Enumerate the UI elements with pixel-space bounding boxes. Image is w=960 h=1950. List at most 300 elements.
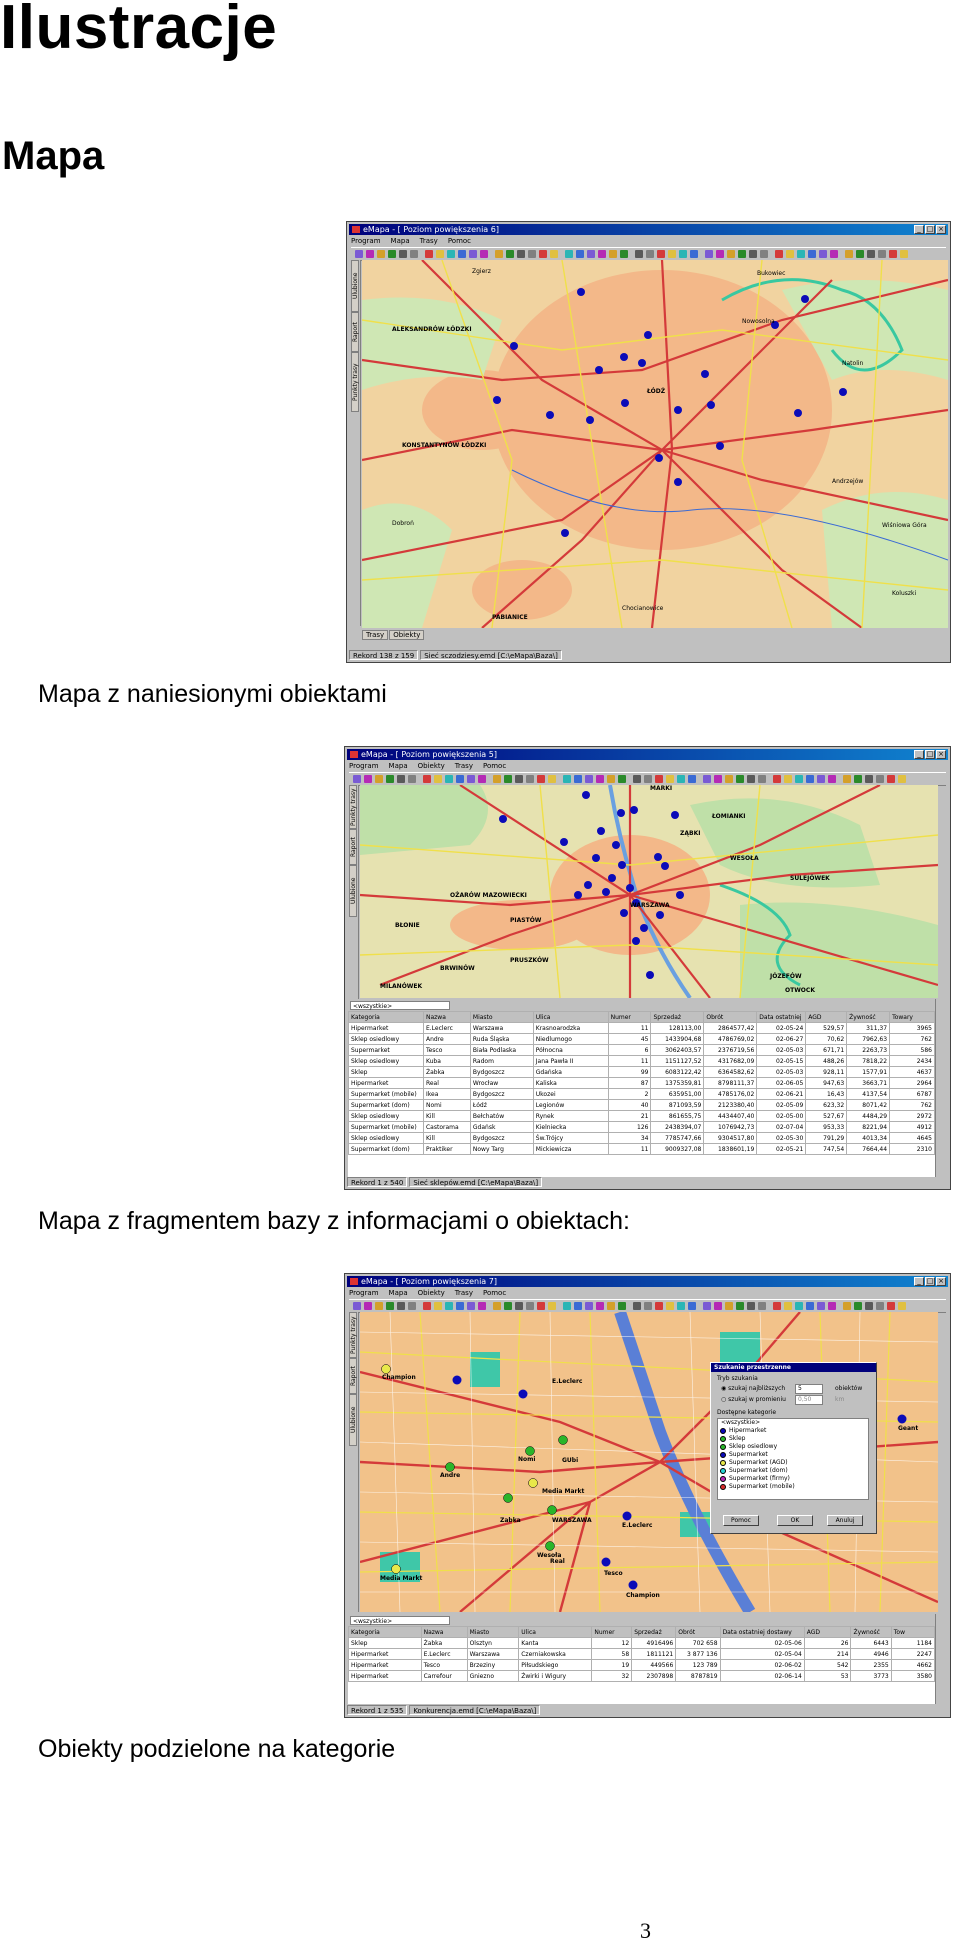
toolbar-button-icon[interactable]	[747, 775, 755, 783]
categories-label: Dostępne kategorie	[717, 1409, 777, 1416]
toolbar-button-icon[interactable]	[377, 250, 385, 258]
maximize-icon[interactable]: □	[926, 225, 934, 233]
toolbar-button-icon[interactable]	[517, 250, 525, 258]
toolbar-button-icon[interactable]	[867, 250, 875, 258]
tab-ulubione[interactable]: Ulubione	[349, 1394, 357, 1446]
category-item[interactable]	[718, 1467, 868, 1475]
column-header[interactable]: Numer	[608, 1012, 651, 1023]
tab-obiekty[interactable]: Obiekty	[389, 630, 424, 640]
toolbar-button-icon[interactable]	[399, 250, 407, 258]
tab-punkty-trasy[interactable]: Punkty trasy	[349, 1312, 357, 1358]
toolbar-button-icon[interactable]	[563, 775, 571, 783]
toolbar-button-icon[interactable]	[366, 250, 374, 258]
toolbar-button-icon[interactable]	[666, 775, 674, 783]
toolbar-button-icon[interactable]	[865, 1302, 873, 1310]
table-cell: 861655,75	[651, 1111, 704, 1122]
column-header[interactable]: Ulica	[519, 1627, 592, 1638]
tab-ulubione[interactable]: Ulubione	[349, 865, 357, 917]
column-header[interactable]: Towary	[890, 1012, 935, 1023]
toolbar-button-icon[interactable]	[655, 1302, 663, 1310]
column-header[interactable]: Miasto	[470, 1012, 533, 1023]
toolbar-button-icon[interactable]	[607, 775, 615, 783]
toolbar-button-icon[interactable]	[843, 775, 851, 783]
column-header[interactable]: Sprzedaż	[632, 1627, 676, 1638]
map-label: Champion	[626, 1592, 660, 1599]
toolbar-button-icon[interactable]	[539, 250, 547, 258]
toolbar-button-icon[interactable]	[423, 1302, 431, 1310]
toolbar-button-icon[interactable]	[478, 1302, 486, 1310]
tab-trasy[interactable]: Trasy	[362, 630, 388, 640]
column-header[interactable]: AGD	[806, 1012, 847, 1023]
toolbar-button-icon[interactable]	[666, 1302, 674, 1310]
toolbar-button-icon[interactable]	[550, 250, 558, 258]
toolbar-button-icon[interactable]	[456, 1302, 464, 1310]
table-cell: 2438394,07	[651, 1122, 704, 1133]
maximize-icon[interactable]: □	[926, 1277, 934, 1285]
column-header[interactable]: Obrót	[676, 1627, 720, 1638]
toolbar-button-icon[interactable]	[843, 1302, 851, 1310]
toolbar-button-icon[interactable]	[705, 250, 713, 258]
toolbar-button-icon[interactable]	[515, 775, 523, 783]
menu-program[interactable]: Program	[351, 237, 381, 245]
toolbar-button-icon[interactable]	[644, 775, 652, 783]
column-header[interactable]: Żywność	[847, 1012, 890, 1023]
radius-input[interactable]: 0,50	[795, 1395, 823, 1405]
right-rail	[935, 1614, 947, 1704]
toolbar-button-icon[interactable]	[607, 1302, 615, 1310]
menu-trasy[interactable]: Trasy	[454, 762, 473, 770]
count-input[interactable]: 5	[795, 1384, 823, 1394]
table-cell: Bydgoszcz	[470, 1067, 533, 1078]
toolbar-button-icon[interactable]	[725, 775, 733, 783]
category-color-icon	[720, 1468, 726, 1474]
table-cell: 02-05-06	[720, 1638, 804, 1649]
toolbar-button-icon[interactable]	[677, 1302, 685, 1310]
toolbar-button-icon[interactable]	[655, 775, 663, 783]
menu-program[interactable]: Program	[349, 762, 379, 770]
toolbar-button-icon[interactable]	[760, 250, 768, 258]
toolbar-button-icon[interactable]	[410, 250, 418, 258]
toolbar-button-icon[interactable]	[775, 250, 783, 258]
close-icon[interactable]: ×	[936, 750, 946, 759]
column-header[interactable]: Obrót	[704, 1012, 757, 1023]
table-cell: 4916496	[632, 1638, 676, 1649]
toolbar-button-icon[interactable]	[480, 250, 488, 258]
minimize-icon[interactable]: _	[914, 225, 924, 234]
toolbar-button-icon[interactable]	[876, 1302, 884, 1310]
map-label: Nowosolna	[742, 318, 775, 325]
category-label: Sklep osiedlowy	[729, 1443, 778, 1450]
toolbar-button-icon[interactable]	[854, 1302, 862, 1310]
menu-pomoc[interactable]: Pomoc	[482, 1289, 507, 1297]
toolbar-button-icon[interactable]	[795, 1302, 803, 1310]
toolbar-button-icon[interactable]	[388, 250, 396, 258]
toolbar-button-icon[interactable]	[854, 775, 862, 783]
toolbar-button-icon[interactable]	[423, 775, 431, 783]
toolbar-button-icon[interactable]	[773, 775, 781, 783]
caption-1: Mapa z naniesionymi obiektami	[38, 680, 387, 708]
toolbar-button-icon[interactable]	[784, 775, 792, 783]
toolbar-button-icon[interactable]	[830, 250, 838, 258]
status-bar	[349, 650, 948, 660]
table-row[interactable]	[349, 1078, 935, 1089]
toolbar-button-icon[interactable]	[515, 1302, 523, 1310]
database-table	[348, 1626, 935, 1682]
toolbar-button-icon[interactable]	[828, 1302, 836, 1310]
table-cell: 9304517,80	[704, 1133, 757, 1144]
toolbar-button-icon[interactable]	[585, 1302, 593, 1310]
category-item[interactable]	[718, 1435, 868, 1443]
toolbar-button-icon[interactable]	[900, 250, 908, 258]
toolbar-button-icon[interactable]	[458, 250, 466, 258]
toolbar-button-icon[interactable]	[677, 775, 685, 783]
table-row[interactable]	[349, 1045, 935, 1056]
tab-raport[interactable]: Raport	[349, 1358, 357, 1394]
toolbar-button-icon[interactable]	[758, 775, 766, 783]
table-row[interactable]	[349, 1034, 935, 1045]
table-cell: Łódź	[470, 1100, 533, 1111]
column-header[interactable]: Kategoria	[349, 1627, 422, 1638]
toolbar-button-icon[interactable]	[688, 1302, 696, 1310]
toolbar-button-icon[interactable]	[856, 250, 864, 258]
toolbar-button-icon[interactable]	[817, 1302, 825, 1310]
toolbar-button-icon[interactable]	[887, 1302, 895, 1310]
toolbar-button-icon[interactable]	[806, 775, 814, 783]
toolbar-button-icon[interactable]	[773, 1302, 781, 1310]
toolbar-button-icon[interactable]	[504, 775, 512, 783]
dialog-title: Szukanie przestrzenne	[711, 1363, 876, 1372]
app-icon	[350, 1278, 358, 1285]
toolbar-button-icon[interactable]	[493, 775, 501, 783]
toolbar-button-icon[interactable]	[690, 250, 698, 258]
column-header[interactable]: Kategoria	[349, 1012, 424, 1023]
category-combo[interactable]: <wszystkie>	[350, 1001, 450, 1010]
toolbar-button-icon[interactable]	[353, 775, 361, 783]
toolbar-button-icon[interactable]	[563, 1302, 571, 1310]
toolbar-button-icon[interactable]	[425, 250, 433, 258]
table-cell: 02-05-00	[757, 1111, 806, 1122]
toolbar-button-icon[interactable]	[646, 250, 654, 258]
toolbar-button-icon[interactable]	[574, 775, 582, 783]
toolbar-button-icon[interactable]	[445, 775, 453, 783]
toolbar-button-icon[interactable]	[657, 250, 665, 258]
toolbar-button-icon[interactable]	[898, 775, 906, 783]
map-view[interactable]	[362, 260, 948, 628]
toolbar-button-icon[interactable]	[397, 775, 405, 783]
table-cell: Ikea	[423, 1089, 470, 1100]
toolbar-button-icon[interactable]	[633, 1302, 641, 1310]
toolbar-button-icon[interactable]	[526, 775, 534, 783]
column-header[interactable]: Żywność	[851, 1627, 891, 1638]
radius-unit: km	[835, 1396, 845, 1403]
category-item[interactable]	[718, 1427, 868, 1435]
column-header[interactable]: Ulica	[533, 1012, 608, 1023]
status-file: Sieć sczodziesy.emd [C:\eMapa\Baza\]	[420, 650, 562, 660]
table-cell: Kill	[423, 1111, 470, 1122]
toolbar-button-icon[interactable]	[506, 250, 514, 258]
map-label: BRWINÓW	[440, 965, 475, 972]
column-header[interactable]: AGD	[804, 1627, 851, 1638]
window-title-bar	[349, 224, 948, 235]
toolbar-button-icon[interactable]	[478, 775, 486, 783]
toolbar-button-icon[interactable]	[738, 250, 746, 258]
minimize-icon[interactable]: _	[914, 750, 924, 759]
table-cell: Hipermarket	[349, 1078, 424, 1089]
column-header[interactable]: Sprzedaż	[651, 1012, 704, 1023]
table-cell: 21	[608, 1111, 651, 1122]
cancel-button[interactable]: Anuluj	[827, 1515, 863, 1526]
toolbar-button-icon[interactable]	[736, 1302, 744, 1310]
toolbar-button-icon[interactable]	[887, 775, 895, 783]
map-label: Andre	[440, 1472, 461, 1479]
menu-trasy[interactable]: Trasy	[419, 237, 438, 245]
table-cell: Hipermarket	[349, 1660, 422, 1671]
map-view[interactable]	[360, 785, 938, 998]
table-cell: 4662	[891, 1660, 934, 1671]
toolbar-button-icon[interactable]	[845, 250, 853, 258]
map-label: WESOŁA	[730, 855, 759, 862]
map-label: Zabka	[500, 1517, 521, 1524]
toolbar-button-icon[interactable]	[353, 1302, 361, 1310]
column-header[interactable]: Data ostatniej dostawy	[720, 1627, 804, 1638]
toolbar-button-icon[interactable]	[679, 250, 687, 258]
category-item[interactable]	[718, 1483, 868, 1491]
toolbar-button-icon[interactable]	[620, 250, 628, 258]
tab-ulubione[interactable]: Ulubione	[351, 260, 359, 312]
toolbar-button-icon[interactable]	[364, 1302, 372, 1310]
menu-mapa[interactable]: Mapa	[388, 762, 408, 770]
table-row[interactable]	[349, 1067, 935, 1078]
category-color-icon	[720, 1452, 726, 1458]
menu-obiekty[interactable]: Obiekty	[417, 1289, 445, 1297]
table-row[interactable]	[349, 1100, 935, 1111]
toolbar-button-icon[interactable]	[828, 775, 836, 783]
map-label: Chocianowice	[622, 605, 664, 612]
table-cell: 8787819	[676, 1671, 720, 1682]
toolbar-button-icon[interactable]	[633, 775, 641, 783]
toolbar-button-icon[interactable]	[747, 1302, 755, 1310]
toolbar-button-icon[interactable]	[819, 250, 827, 258]
toolbar-button-icon[interactable]	[375, 775, 383, 783]
toolbar-button-icon[interactable]	[898, 1302, 906, 1310]
table-cell: 11	[608, 1144, 651, 1155]
toolbar-button-icon[interactable]	[635, 250, 643, 258]
menu-program[interactable]: Program	[349, 1289, 379, 1297]
ok-button[interactable]: OK	[777, 1515, 813, 1526]
toolbar-button-icon[interactable]	[375, 1302, 383, 1310]
categories-list[interactable]	[717, 1418, 869, 1500]
map-label: Geant	[898, 1425, 919, 1432]
toolbar-button-icon[interactable]	[618, 1302, 626, 1310]
toolbar-button-icon[interactable]	[587, 250, 595, 258]
table-row[interactable]	[349, 1111, 935, 1122]
table-cell: 2307898	[632, 1671, 676, 1682]
radio-radius[interactable]: ○ szukaj w promieniu	[721, 1396, 786, 1403]
toolbar-button-icon[interactable]	[703, 1302, 711, 1310]
toolbar-button-icon[interactable]	[467, 775, 475, 783]
toolbar-button-icon[interactable]	[526, 1302, 534, 1310]
map-label: Wesoła	[537, 1552, 562, 1559]
table-row[interactable]	[349, 1023, 935, 1034]
toolbar-button-icon[interactable]	[596, 1302, 604, 1310]
toolbar-button-icon[interactable]	[436, 250, 444, 258]
toolbar-button-icon[interactable]	[786, 250, 794, 258]
tab-raport[interactable]: Raport	[351, 312, 359, 352]
menu-obiekty[interactable]: Obiekty	[417, 762, 445, 770]
table-cell: 623,32	[806, 1100, 847, 1111]
table-cell: Gdańska	[533, 1067, 608, 1078]
toolbar-button-icon[interactable]	[725, 1302, 733, 1310]
table-cell: 7962,63	[847, 1034, 890, 1045]
toolbar-button-icon[interactable]	[644, 1302, 652, 1310]
category-item[interactable]	[718, 1443, 868, 1451]
menu-trasy[interactable]: Trasy	[454, 1289, 473, 1297]
toolbar-button-icon[interactable]	[596, 775, 604, 783]
toolbar-button-icon[interactable]	[784, 1302, 792, 1310]
maximize-icon[interactable]: □	[926, 750, 934, 758]
table-row[interactable]	[349, 1671, 935, 1682]
category-item[interactable]	[718, 1459, 868, 1467]
table-cell: Krasnoarodzka	[533, 1023, 608, 1034]
toolbar-button-icon[interactable]	[716, 250, 724, 258]
tab-raport[interactable]: Raport	[349, 829, 357, 865]
table-row[interactable]	[349, 1660, 935, 1671]
toolbar-button-icon[interactable]	[434, 775, 442, 783]
table-cell: 53	[804, 1671, 851, 1682]
toolbar-button-icon[interactable]	[408, 1302, 416, 1310]
column-header[interactable]: Nazwa	[423, 1012, 470, 1023]
toolbar-button-icon[interactable]	[795, 775, 803, 783]
toolbar-button-icon[interactable]	[445, 1302, 453, 1310]
toolbar-button-icon[interactable]	[758, 1302, 766, 1310]
table-row[interactable]	[349, 1122, 935, 1133]
toolbar-button-icon[interactable]	[703, 775, 711, 783]
close-icon[interactable]: ×	[936, 225, 946, 234]
toolbar-button-icon[interactable]	[386, 1302, 394, 1310]
toolbar-button-icon[interactable]	[808, 250, 816, 258]
radio-near[interactable]: ◉ szukaj najbliższych	[721, 1385, 786, 1392]
toolbar-button-icon[interactable]	[609, 250, 617, 258]
menu-pomoc[interactable]: Pomoc	[447, 237, 472, 245]
menu-mapa[interactable]: Mapa	[390, 237, 410, 245]
toolbar-button-icon[interactable]	[434, 1302, 442, 1310]
toolbar-button-icon[interactable]	[817, 775, 825, 783]
category-item[interactable]	[718, 1451, 868, 1459]
table-cell: 02-05-03	[757, 1045, 806, 1056]
window-title-bar	[347, 1276, 948, 1287]
table-row[interactable]	[349, 1649, 935, 1660]
toolbar-button-icon[interactable]	[528, 250, 536, 258]
table-row[interactable]	[349, 1089, 935, 1100]
toolbar-button-icon[interactable]	[727, 250, 735, 258]
toolbar-button-icon[interactable]	[618, 775, 626, 783]
toolbar-button-icon[interactable]	[598, 250, 606, 258]
toolbar-button-icon[interactable]	[806, 1302, 814, 1310]
toolbar-button-icon[interactable]	[668, 250, 676, 258]
map-label: ŁÓDŹ	[647, 388, 666, 395]
toolbar-button-icon[interactable]	[688, 775, 696, 783]
table-row[interactable]	[349, 1638, 935, 1649]
status-file: Konkurencja.emd [C:\eMapa\Baza\]	[409, 1705, 540, 1715]
close-icon[interactable]: ×	[936, 1277, 946, 1286]
map-view[interactable]	[360, 1312, 938, 1612]
table-row[interactable]	[349, 1056, 935, 1067]
category-item[interactable]	[718, 1419, 868, 1427]
toolbar-button-icon[interactable]	[576, 250, 584, 258]
toolbar-button-icon[interactable]	[878, 250, 886, 258]
tab-punkty-trasy[interactable]: Punkty trasy	[349, 785, 357, 829]
table-cell: 4645	[890, 1133, 935, 1144]
side-tabs	[350, 260, 361, 626]
table-cell: Nomi	[423, 1100, 470, 1111]
map-label: Nomi	[518, 1456, 536, 1463]
toolbar-button-icon[interactable]	[447, 250, 455, 258]
toolbar-button-icon[interactable]	[574, 1302, 582, 1310]
toolbar-button-icon[interactable]	[585, 775, 593, 783]
category-combo[interactable]: <wszystkie>	[350, 1616, 450, 1625]
toolbar-button-icon[interactable]	[386, 775, 394, 783]
toolbar-button-icon[interactable]	[537, 1302, 545, 1310]
toolbar-button-icon[interactable]	[714, 775, 722, 783]
toolbar-button-icon[interactable]	[876, 775, 884, 783]
toolbar-button-icon[interactable]	[537, 775, 545, 783]
table-cell: 99	[608, 1067, 651, 1078]
table-cell: Bydgoszcz	[470, 1089, 533, 1100]
toolbar-button-icon[interactable]	[397, 1302, 405, 1310]
toolbar-button-icon[interactable]	[548, 1302, 556, 1310]
column-header[interactable]: Numer	[592, 1627, 632, 1638]
toolbar-button-icon[interactable]	[565, 250, 573, 258]
toolbar-button-icon[interactable]	[495, 250, 503, 258]
column-header[interactable]: Tow	[891, 1627, 934, 1638]
toolbar-button-icon[interactable]	[865, 775, 873, 783]
column-header[interactable]: Data ostatniej	[757, 1012, 806, 1023]
table-cell: 1151127,52	[651, 1056, 704, 1067]
toolbar-button-icon[interactable]	[355, 250, 363, 258]
category-item[interactable]	[718, 1475, 868, 1483]
table-cell: Sklep osiedlowy	[349, 1056, 424, 1067]
toolbar-button-icon[interactable]	[714, 1302, 722, 1310]
column-header[interactable]: Nazwa	[421, 1627, 467, 1638]
toolbar-button-icon[interactable]	[749, 250, 757, 258]
toolbar-button-icon[interactable]	[467, 1302, 475, 1310]
toolbar-button-icon[interactable]	[469, 250, 477, 258]
menu-pomoc[interactable]: Pomoc	[482, 762, 507, 770]
help-button[interactable]: Pomoc	[723, 1515, 759, 1526]
toolbar-button-icon[interactable]	[736, 775, 744, 783]
side-tabs	[348, 1312, 359, 1612]
table-row[interactable]	[349, 1133, 935, 1144]
table-cell: Hipermarket	[349, 1649, 422, 1660]
table-cell: 2	[608, 1089, 651, 1100]
toolbar-button-icon[interactable]	[456, 775, 464, 783]
table-cell: 1433904,68	[651, 1034, 704, 1045]
toolbar-button-icon[interactable]	[408, 775, 416, 783]
toolbar-button-icon[interactable]	[548, 775, 556, 783]
table-cell: Gniezno	[467, 1671, 519, 1682]
toolbar-button-icon[interactable]	[797, 250, 805, 258]
table-row[interactable]	[349, 1144, 935, 1155]
tab-punkty-trasy[interactable]: Punkty trasy	[351, 352, 359, 412]
toolbar-button-icon[interactable]	[364, 775, 372, 783]
toolbar-button-icon[interactable]	[889, 250, 897, 258]
toolbar-button-icon[interactable]	[504, 1302, 512, 1310]
minimize-icon[interactable]: _	[914, 1277, 924, 1286]
column-header[interactable]: Miasto	[467, 1627, 519, 1638]
menu-mapa[interactable]: Mapa	[388, 1289, 408, 1297]
table-cell: 3 877 136	[676, 1649, 720, 1660]
toolbar-button-icon[interactable]	[493, 1302, 501, 1310]
